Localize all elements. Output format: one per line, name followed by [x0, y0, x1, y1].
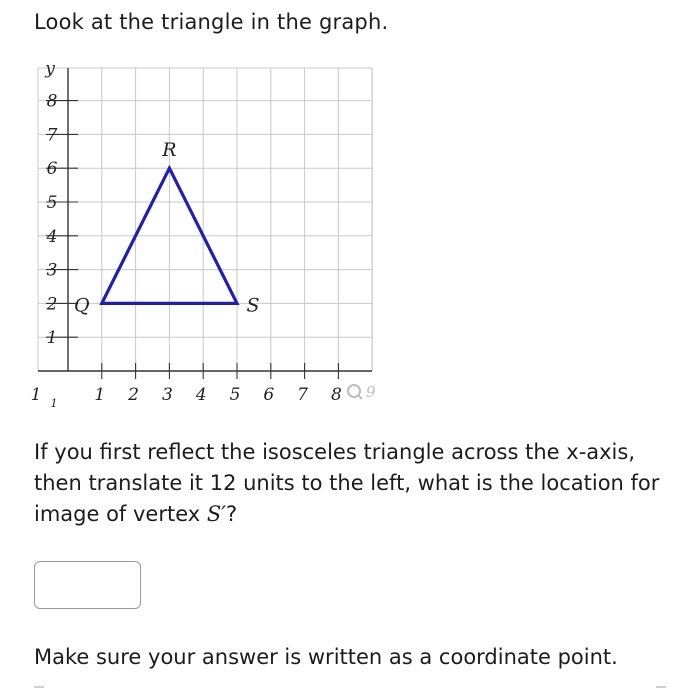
- vertex-label-q: Q: [74, 294, 90, 317]
- grid: [38, 68, 372, 371]
- x-tick-label: 6: [263, 385, 275, 405]
- x-axis-left-label: 1: [50, 397, 58, 410]
- prompt-vertex: S′: [206, 502, 227, 526]
- coordinate-graph: [0, 60, 380, 420]
- vertex-label-r: R: [162, 139, 177, 162]
- svg-text:9: 9: [366, 383, 376, 401]
- y-tick-label: 3: [46, 260, 58, 281]
- question-title: Look at the triangle in the graph.: [34, 10, 389, 34]
- y-tick-label: 2: [46, 294, 58, 315]
- x-tick-label: 5: [229, 385, 241, 405]
- x-tick-label: 2: [128, 385, 140, 405]
- y-tick-label: 5: [46, 193, 58, 213]
- x-tick-label: 3: [161, 385, 173, 405]
- x-tick-label: 1: [94, 385, 106, 405]
- x-tick-label: 4: [195, 385, 207, 405]
- question-prompt: [34, 437, 664, 530]
- y-axis-label: y: [45, 60, 55, 79]
- y-tick-label: 7: [46, 125, 58, 146]
- x-axis-left-label: 1: [30, 385, 42, 405]
- prompt-x-word: x: [566, 440, 579, 464]
- tick-labels: [31, 60, 342, 410]
- y-tick-label: 1: [46, 328, 58, 349]
- y-tick-label: 6: [46, 159, 58, 180]
- prompt-part-2: -axis, then translate it 12 units to the left, what is the location for image of vertex: [34, 440, 660, 526]
- x-tick-label: 8: [330, 385, 342, 405]
- y-tick-label: 4: [46, 226, 58, 247]
- bottom-right-divider: [656, 686, 666, 688]
- vertex-label-s: S: [246, 294, 260, 317]
- bottom-left-divider: [34, 686, 44, 688]
- axes: [38, 68, 372, 371]
- answer-note: Make sure your answer is written as a coordinate point.: [34, 645, 618, 669]
- prompt-part-3: ?: [226, 502, 238, 526]
- prompt-part-1: If you first reflect the isosceles triangle across the: [34, 440, 567, 464]
- magnifier-icon[interactable]: [348, 383, 376, 401]
- answer-input[interactable]: [34, 561, 141, 609]
- y-tick-label: 8: [46, 91, 58, 112]
- x-tick-label: 7: [297, 385, 309, 405]
